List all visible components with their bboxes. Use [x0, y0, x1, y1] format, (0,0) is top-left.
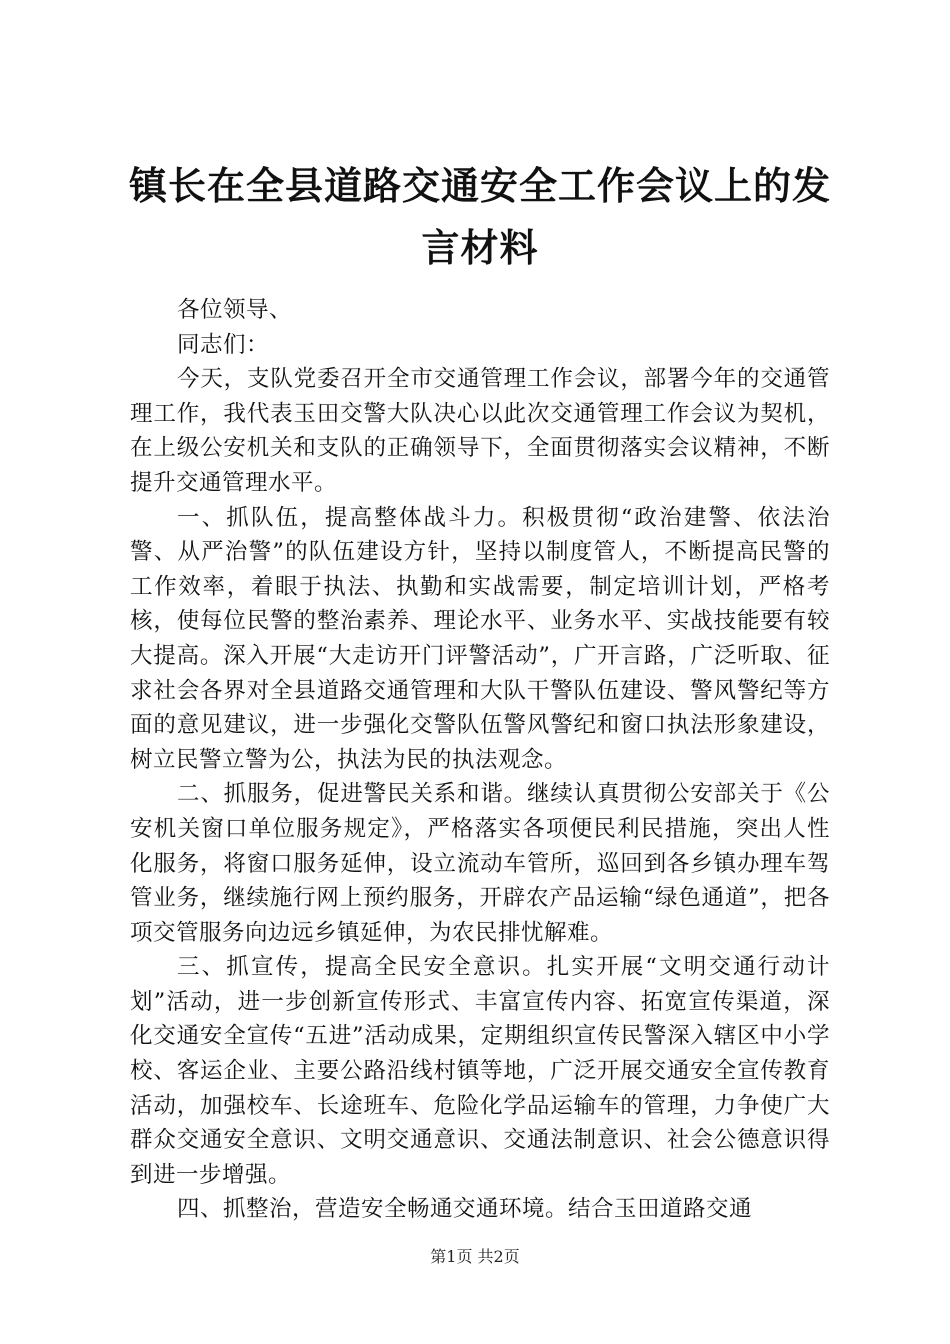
- body-paragraph: 一、抓队伍，提高整体战斗力。积极贯彻“政治建警、依法治警、从严治警”的队伍建设方针，坚持以制度管人，不断提高民警的工作效率，着眼于执法、执勤和实战需要，制定培训计划，严格考核，使每位民警的整治素养、理论水平、业务水平、实战技能要有较大提高。深入开展“大走访开门评警活动”，广开言路，广泛听取、征求社会各界对全县道路交通管理和大队干警队伍建设、警风警纪等方面的意见建议，进一步强化交警队伍警风警纪和窗口执法形象建设，树立民警立警为公，执法为民的执法观念。: [130, 504, 830, 773]
- document-title: 镇长在全县道路交通安全工作会议上的发言材料: [128, 164, 831, 270]
- body-paragraph: 今天，支队党委召开全市交通管理工作会议，部署今年的交通管理工作，我代表玉田交警大队决心以此次交通管理工作会议为契机，在上级公安机关和支队的正确领导下，全面贯彻落实会议精神，不断提升交通管理水平。: [130, 366, 830, 496]
- body-paragraph: 四、抓整治，营造安全畅通交通环境。结合玉田道路交通: [177, 1196, 753, 1223]
- body-paragraph: 三、抓宣传，提高全民安全意识。扎实开展“文明交通行动计划”活动，进一步创新宣传形式、丰富宣传内容、拓宽宣传渠道，深化交通安全宣传“五进”活动成果，定期组织宣传民警深入辖区中小学校、客运企业、主要公路沿线村镇等地，广泛开展交通安全宣传教育活动，加强校车、长途班车、危险化学品运输车的管理，力争使广大群众交通安全意识、文明交通意识、交通法制意识、社会公德意识得到进一步增强。: [130, 954, 830, 1188]
- document-body: [130, 293, 830, 1227]
- salutation-line: 同志们：: [177, 331, 270, 358]
- page-number-footer: 第1页 共2页: [430, 1247, 520, 1266]
- body-paragraph: 二、抓服务，促进警民关系和谐。继续认真贯彻公安部关于《公安机关窗口单位服务规定》，严格落实各项便民利民措施，突出人性化服务，将窗口服务延伸，设立流动车管所，巡回到各乡镇办理车驾管业务，继续施行网上预约服务，开辟农产品运输“绿色通道”，把各项交管服务向边远乡镇延伸，为农民排忧解难。: [130, 781, 830, 946]
- salutation-line: 各位领导、: [177, 297, 293, 323]
